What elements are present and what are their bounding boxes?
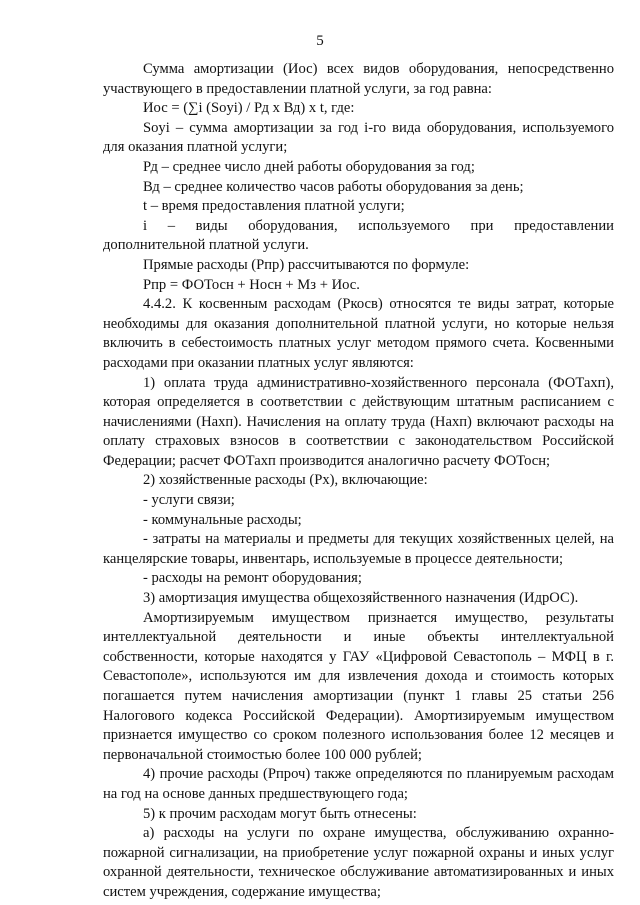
page-number: 5 (316, 33, 324, 49)
paragraph: 5) к прочим расходам могут быть отнесены: (143, 805, 417, 822)
paragraph: Soyi – сумма амортизации за год i-го вида оборудования, используемого для оказания платной услуги; (103, 119, 614, 156)
list-item: - расходы на ремонт оборудования; (143, 570, 362, 587)
paragraph: Вд – среднее количество часов работы оборудования за день; (143, 178, 524, 195)
paragraph: t – время предоставления платной услуги; (143, 198, 405, 215)
paragraph: 1) оплата труда административно-хозяйственного персонала (ФОТахп), которая определяется в соответствии с действующим штатным расписанием с начислениями (Нахп). Начисления на оплату труда (Нахп) включают расходы на оплату страховых взносов в соответствии с законодательством Российской Федерации; расчет ФОТахп производится аналогично расчету ФОТосн; (103, 374, 614, 469)
paragraph: а) расходы на услуги по охране имущества, обслуживанию охранно-пожарной сигнализации, на приобретение услуг пожарной охраны и иных услуг охранной деятельности, техническое обслуживание автоматизированных и иных систем учреждения, содержание имущества; (103, 825, 614, 900)
paragraph: Сумма амортизации (Иос) всех видов оборудования, непосредственно участвующего в предоставлении платной услуги, за год равна: (103, 61, 614, 97)
formula-rpr: Рпр = ФОТосн + Носн + Мз + Иос. (143, 276, 360, 293)
document-body (103, 60, 614, 903)
list-item: - услуги связи; (143, 492, 235, 509)
list-item: - затраты на материалы и предметы для текущих хозяйственных целей, на канцелярские товары, инвентарь, используемые в процессе деятельности; (103, 531, 614, 567)
paragraph: i – виды оборудования, используемого при предоставлении дополнительной платной услуги. (103, 217, 614, 254)
list-item: - коммунальные расходы; (143, 511, 302, 528)
paragraph: Прямые расходы (Рпр) рассчитываются по формуле: (143, 256, 470, 273)
formula-ios: Иос = (∑i (Soyi) / Рд х Вд) х t, где: (143, 100, 355, 117)
paragraph: 3) амортизация имущества общехозяйственного назначения (ИдрОС). (143, 590, 579, 607)
paragraph: 4.4.2. К косвенным расходам (Ркосв) относятся те виды затрат, которые необходимы для оказания дополнительной платной услуги, но которые нельзя включить в себестоимость платных услуг методом прямого счета. Косвенными расходами при оказании платных услуг являются: (103, 296, 614, 371)
paragraph: Амортизируемым имуществом признается имущество, результаты интеллектуальной деятельности и иные объекты интеллектуальной собственности, которые находятся у ГАУ «Цифровой Севастополь – МФЦ в г. Севастополе», используются им для извлечения дохода и стоимость которых погашается путем начисления амортизации (пункт 1 главы 25 статьи 256 Налогового кодекса Российской Федерации). Амортизируемым имуществом признается имущество со сроком полезного использования более 12 месяцев и первоначальной стоимостью более 100 000 рублей; (103, 609, 614, 763)
paragraph: Рд – среднее число дней работы оборудования за год; (143, 158, 475, 175)
paragraph: 4) прочие расходы (Рпроч) также определяются по планируемым расходам на год на основе данных предшествующего года; (103, 766, 614, 802)
paragraph: 2) хозяйственные расходы (Рх), включающие: (143, 472, 428, 489)
